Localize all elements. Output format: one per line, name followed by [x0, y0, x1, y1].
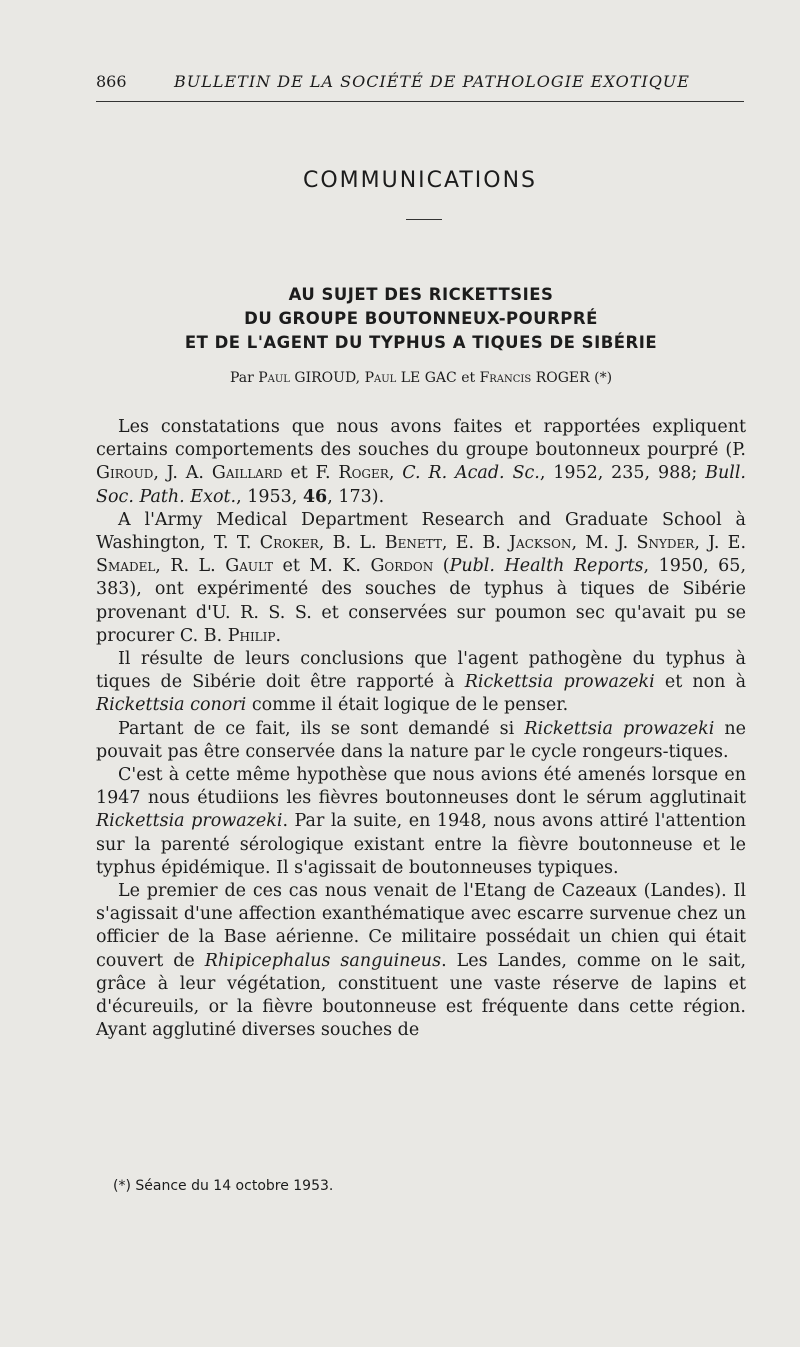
paragraph: A l'Army Medical Department Research and Graduate School à Washington, T. T. Croker, B. L. Benett, E. B. Jackson, M. J. Snyder, J. E. Smadel, R. L. Gault et M. K. Gordon (Publ. Health Reports, 1950, 65, 383), ont expérimenté des souches de typhus à tiques de Sibérie provenant d'U. R. S. S. et conservées sur poumon sec qu'avait pu se procurer C. B. Philip.	[96, 509, 747, 646]
paragraph: C'est à cette même hypothèse que nous avions été amenés lorsque en 1947 nous étudiions les fièvres boutonneuses dont le sérum agglutinait Rickettsia prowazeki. Par la suite, en 1948, nous avons attiré l'attention sur la parenté sérologique existant entre la fièvre boutonneuse et le typhus épidémique. Il s'agissait de boutonneuses typiques.	[96, 765, 746, 878]
author-first-name: Paul	[364, 370, 397, 386]
article-title-line: AU SUJET DES RICKETTSIES	[288, 285, 554, 304]
article-title-line: ET DE L'AGENT DU TYPHUS A TIQUES DE SIBÉRIE	[184, 333, 658, 352]
species-name: Rhipicephalus sanguineus	[204, 950, 442, 971]
article-body	[96, 416, 746, 1042]
author-last-name: ROGER	[535, 370, 590, 386]
author-first-name: Francis	[479, 370, 532, 386]
section-divider	[406, 219, 442, 220]
journal-ref: Publ. Health Reports	[449, 556, 644, 577]
paragraph: Le premier de ces cas nous venait de l'Etang de Cazeaux (Landes). Il s'agissait d'une affection exanthématique avec escarre survenue chez un officier de la Base aérienne. Ce militaire possédait un chien qui était couvert de Rhipicephalus sanguineus. Les Landes, comme on le sait, grâce à leur végétation, constituent une vaste réserve de lapins et d'écureuils, or la fièvre boutonneuse est fréquente dans cette région. Ayant agglutiné diverses souches de	[96, 881, 747, 1041]
footnote-marker: (*)	[594, 370, 613, 386]
species-name: Rickettsia prowazeki	[524, 718, 715, 739]
section-title: COMMUNICATIONS	[302, 168, 538, 193]
species-name: Rickettsia prowazeki	[96, 811, 283, 832]
header-rule	[96, 101, 744, 102]
running-header	[96, 72, 746, 91]
paragraph: Partant de ce fait, ils se sont demandé si Rickettsia prowazeki ne pouvait pas être conservée dans la nature par le cycle rongeurs-tiques.	[96, 718, 747, 762]
species-name: Rickettsia conori	[96, 695, 247, 716]
page-number: 866	[96, 72, 127, 91]
author-last-name: GIROUD,	[294, 370, 361, 386]
article-title	[96, 283, 746, 355]
volume-number: 46	[302, 486, 328, 507]
article-title-line: DU GROUPE BOUTONNEUX-POURPRÉ	[244, 309, 598, 328]
paragraph: Il résulte de leurs conclusions que l'agent pathogène du typhus à tiques de Sibérie doit être rapporté à Rickettsia prowazeki et non à Rickettsia conori comme il était logique de le penser.	[96, 649, 747, 716]
journal-title: BULLETIN DE LA SOCIÉTÉ DE PATHOLOGIE EXOTIQUE	[174, 72, 690, 91]
journal-ref: C. R. Acad. Sc.	[402, 463, 540, 484]
author-line	[96, 370, 746, 386]
author-first-name: Paul	[258, 370, 290, 386]
journal-ref: Bull. Soc. Path. Exot.	[96, 463, 746, 507]
author-conjunction: et	[461, 370, 476, 386]
species-name: Rickettsia prowazeki	[464, 672, 655, 693]
paragraph: Les constatations que nous avons faites et rapportées expliquent certains comportements des souches du groupe boutonneux pourpré (P. Giroud, J. A. Gaillard et F. Roger, C. R. Acad. Sc., 1952, 235, 988; Bull. Soc. Path. Exot., 1953, 46, 173).	[96, 417, 746, 507]
author-prefix: Par	[229, 370, 254, 386]
footnote: (*) Séance du 14 octobre 1953.	[113, 1178, 334, 1194]
author-last-name: LE GAC	[400, 370, 457, 386]
